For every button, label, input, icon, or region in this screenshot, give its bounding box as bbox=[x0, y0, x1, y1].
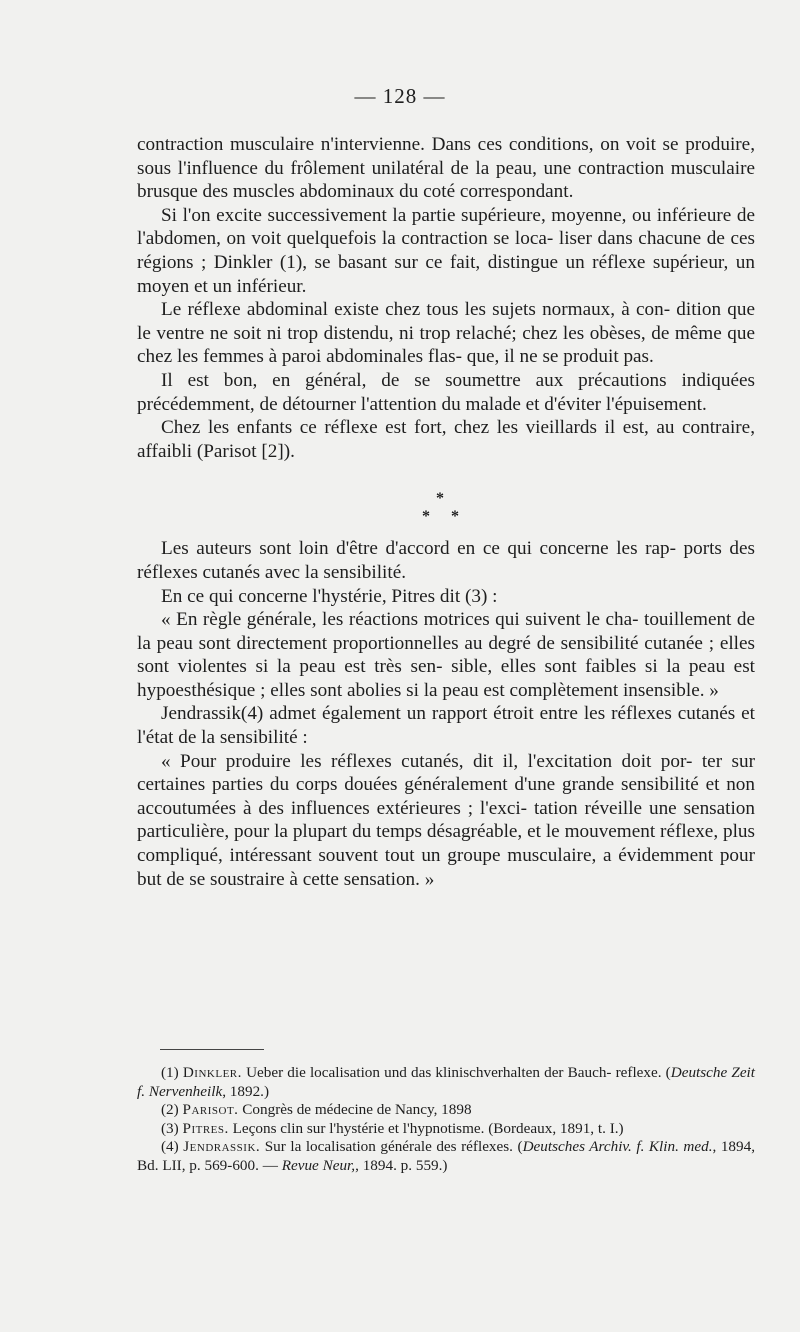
footnote-author: Parisot. bbox=[182, 1101, 239, 1119]
footnote bbox=[137, 1064, 755, 1101]
footnote-source: Deutsches Archiv. f. Klin. med. bbox=[522, 1138, 713, 1156]
asterisk: * bbox=[451, 508, 459, 526]
asterisk: * bbox=[436, 490, 444, 508]
footnote-text: , 1894, Bd. LII, p. 569-600. — bbox=[137, 1138, 755, 1174]
paragraph: Chez les enfants ce réflexe est fort, chez les vieillards il est, au contraire, affaibli (Parisot [2]). bbox=[137, 417, 755, 462]
section-asterism bbox=[137, 469, 755, 537]
footnote-text: , 1892.) bbox=[222, 1082, 270, 1100]
footnote bbox=[137, 1120, 755, 1139]
footnote-text: Congrès de médecine de Nancy, 1898 bbox=[242, 1101, 472, 1119]
footnote-author: Jendrassik. bbox=[183, 1138, 261, 1156]
footnote bbox=[137, 1101, 755, 1120]
footnote-source: Revue Neur, bbox=[281, 1156, 356, 1174]
footnote-number: (2) bbox=[161, 1101, 179, 1119]
quotation: « En règle générale, les réactions motrices qui suivent le cha- touillement de la peau sont directement proportionnelles au degré de sensibilité cutanée ; elles sont violentes si la peau est très sen- sible, elles sont faibles si la peau est hypoesthésique ; elles sont abolies si la peau est complètement insensible. » bbox=[137, 609, 755, 701]
paragraph: Il est bon, en général, de se soumettre aux précautions indiquées précédemment, de détourner l'attention du malade et d'éviter l'épuisement. bbox=[137, 369, 755, 415]
paragraph: contraction musculaire n'intervienne. Dans ces conditions, on voit se produire, sous l'influence du frôlement unilatéral de la peau, une contraction musculaire brusque des muscles abdominaux du coté correspondant. bbox=[137, 134, 755, 203]
paragraph: Si l'on excite successivement la partie supérieure, moyenne, ou inférieure de l'abdomen, on voit quelquefois la contraction se loca- liser dans chacune de ces régions ; Dinkler (1), se basant sur ce fait, distingue un réflexe supérieur, un moyen et un inférieur. bbox=[137, 204, 755, 297]
body-text bbox=[137, 133, 755, 891]
quotation: « Pour produire les réflexes cutanés, dit il, l'excitation doit por- ter sur certaines parties du corps douées généralement d'une grande sensibilité et non accoutumées à des influences extérieures ; l'exci- tation réveille une sensation particulière, pour la plupart du temps désagréable, et le mouvement réflexe, plus compliqué, intéressant souvent tout un groupe musculaire, a évidemment pour but de se soustraire à cette sensation. » bbox=[137, 750, 755, 890]
paragraph: Le réflexe abdominal existe chez tous les sujets normaux, à con- dition que le ventre ne soit ni trop distendu, ni trop relaché; chez les obèses, de même que chez les femmes à paroi abdominales flas- que, il ne se produit pas. bbox=[137, 299, 755, 368]
footnote-number: (4) bbox=[161, 1138, 179, 1156]
footnote-author: Dinkler. bbox=[182, 1064, 242, 1081]
footnotes bbox=[137, 1064, 755, 1176]
footnote-source: Deutsche Zeit f. Nervenheilk bbox=[137, 1064, 755, 1100]
footnote-number: (3) bbox=[161, 1119, 179, 1137]
paragraph: Les auteurs sont loin d'être d'accord en ce qui concerne les rap- ports des réflexes cutanés avec la sensibilité. bbox=[137, 538, 755, 583]
footnote-number: (1) bbox=[161, 1064, 179, 1081]
footnote-text: Ueber die localisation und das klinischverhalten der Bauch- reflexe. ( bbox=[246, 1064, 671, 1081]
footnote-text: Leçons clin sur l'hystérie et l'hypnotisme. (Bordeaux, 1891, t. I.) bbox=[232, 1119, 624, 1137]
footnote-text: Sur la localisation générale des réflexes. ( bbox=[264, 1138, 523, 1156]
footnote bbox=[137, 1138, 755, 1175]
paragraph: Jendrassik(4) admet également un rapport étroit entre les réflexes cutanés et l'état de la sensibilité : bbox=[137, 703, 755, 749]
paragraph: En ce qui concerne l'hystérie, Pitres dit (3) : bbox=[161, 585, 498, 607]
page-number: — 128 — bbox=[354, 84, 446, 108]
footnote-text: , 1894. p. 559.) bbox=[355, 1156, 448, 1174]
footnote-rule bbox=[160, 1049, 264, 1050]
asterisk: * bbox=[422, 508, 430, 526]
footnote-author: Pitres. bbox=[182, 1119, 229, 1137]
